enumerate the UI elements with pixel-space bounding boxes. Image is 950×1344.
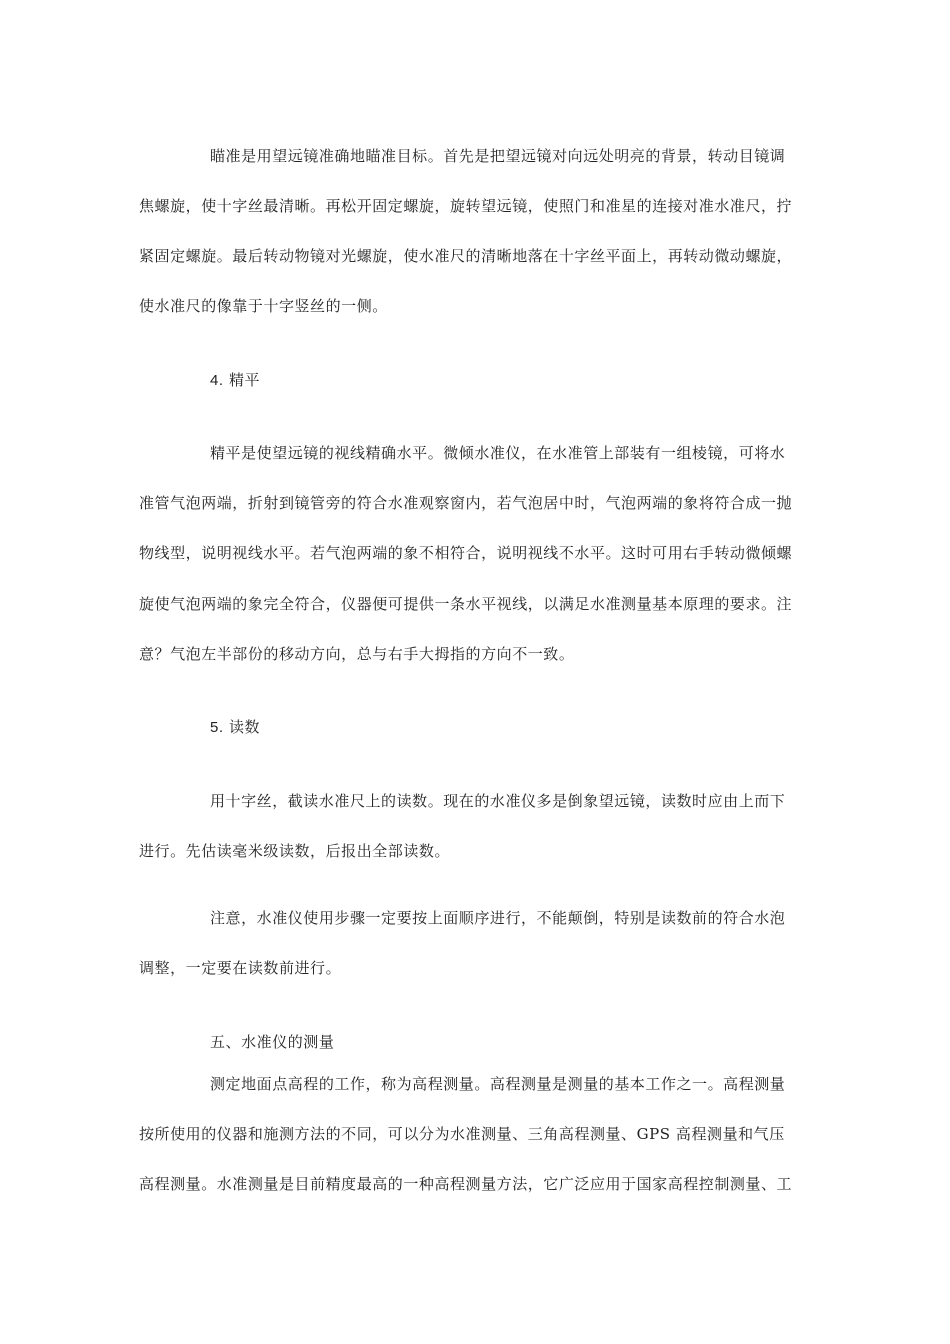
paragraph-line: 焦螺旋，使十字丝最清晰。再松开固定螺旋，旋转望远镜，使照门和准星的连接对准水准尺，拧 xyxy=(139,197,793,215)
paragraph-line: 旋使气泡两端的象完全符合，仪器便可提供一条水平视线，以满足水准测量基本原理的要求。注 xyxy=(139,595,793,613)
heading-4 xyxy=(210,370,260,391)
paragraph-line: 用十字丝，截读水准尺上的读数。现在的水准仪多是倒象望远镜，读数时应由上而下 xyxy=(210,792,786,810)
heading-5 xyxy=(210,717,260,738)
paragraph-line: 精平是使望远镜的视线精确水平。微倾水准仪，在水准管上部装有一组棱镜，可将水 xyxy=(210,444,786,462)
paragraph-line: 按所使用的仪器和施测方法的不同，可以分为水准测量、三角高程测量、GPS 高程测量和气压 xyxy=(139,1125,785,1143)
heading-number: 4. xyxy=(210,372,224,389)
paragraph-line: 高程测量。水准测量是目前精度最高的一种高程测量方法，它广泛应用于国家高程控制测量、工 xyxy=(139,1175,793,1193)
paragraph-line: 紧固定螺旋。最后转动物镜对光螺旋，使水准尺的清晰地落在十字丝平面上，再转动微动螺旋， xyxy=(139,247,793,265)
paragraph-line: 调整，一定要在读数前进行。 xyxy=(139,959,342,977)
paragraph-line: 物线型，说明视线水平。若气泡两端的象不相符合，说明视线不水平。这时可用右手转动微倾螺 xyxy=(139,544,793,562)
paragraph-line: 注意，水准仪使用步骤一定要按上面顺序进行，不能颠倒，特别是读数前的符合水泡 xyxy=(210,909,786,927)
paragraph-line: 瞄准是用望远镜准确地瞄准目标。首先是把望远镜对向远处明亮的背景，转动目镜调 xyxy=(210,147,786,165)
paragraph-line: 准管气泡两端，折射到镜管旁的符合水准观察窗内，若气泡居中时，气泡两端的象将符合成一抛 xyxy=(139,494,793,512)
paragraph-line: 测定地面点高程的工作，称为高程测量。高程测量是测量的基本工作之一。高程测量 xyxy=(210,1075,786,1093)
paragraph-line: 进行。先估读毫米级读数，后报出全部读数。 xyxy=(139,842,451,860)
heading-title: 读数 xyxy=(228,718,261,736)
paragraph-line: 意？气泡左半部份的移动方向，总与右手大拇指的方向不一致。 xyxy=(139,645,575,663)
heading-number: 5. xyxy=(210,719,224,736)
heading-title: 精平 xyxy=(228,371,261,389)
section-title: 五、水准仪的测量 xyxy=(210,1033,335,1051)
paragraph-line: 使水准尺的像靠于十字竖丝的一侧。 xyxy=(139,297,388,315)
